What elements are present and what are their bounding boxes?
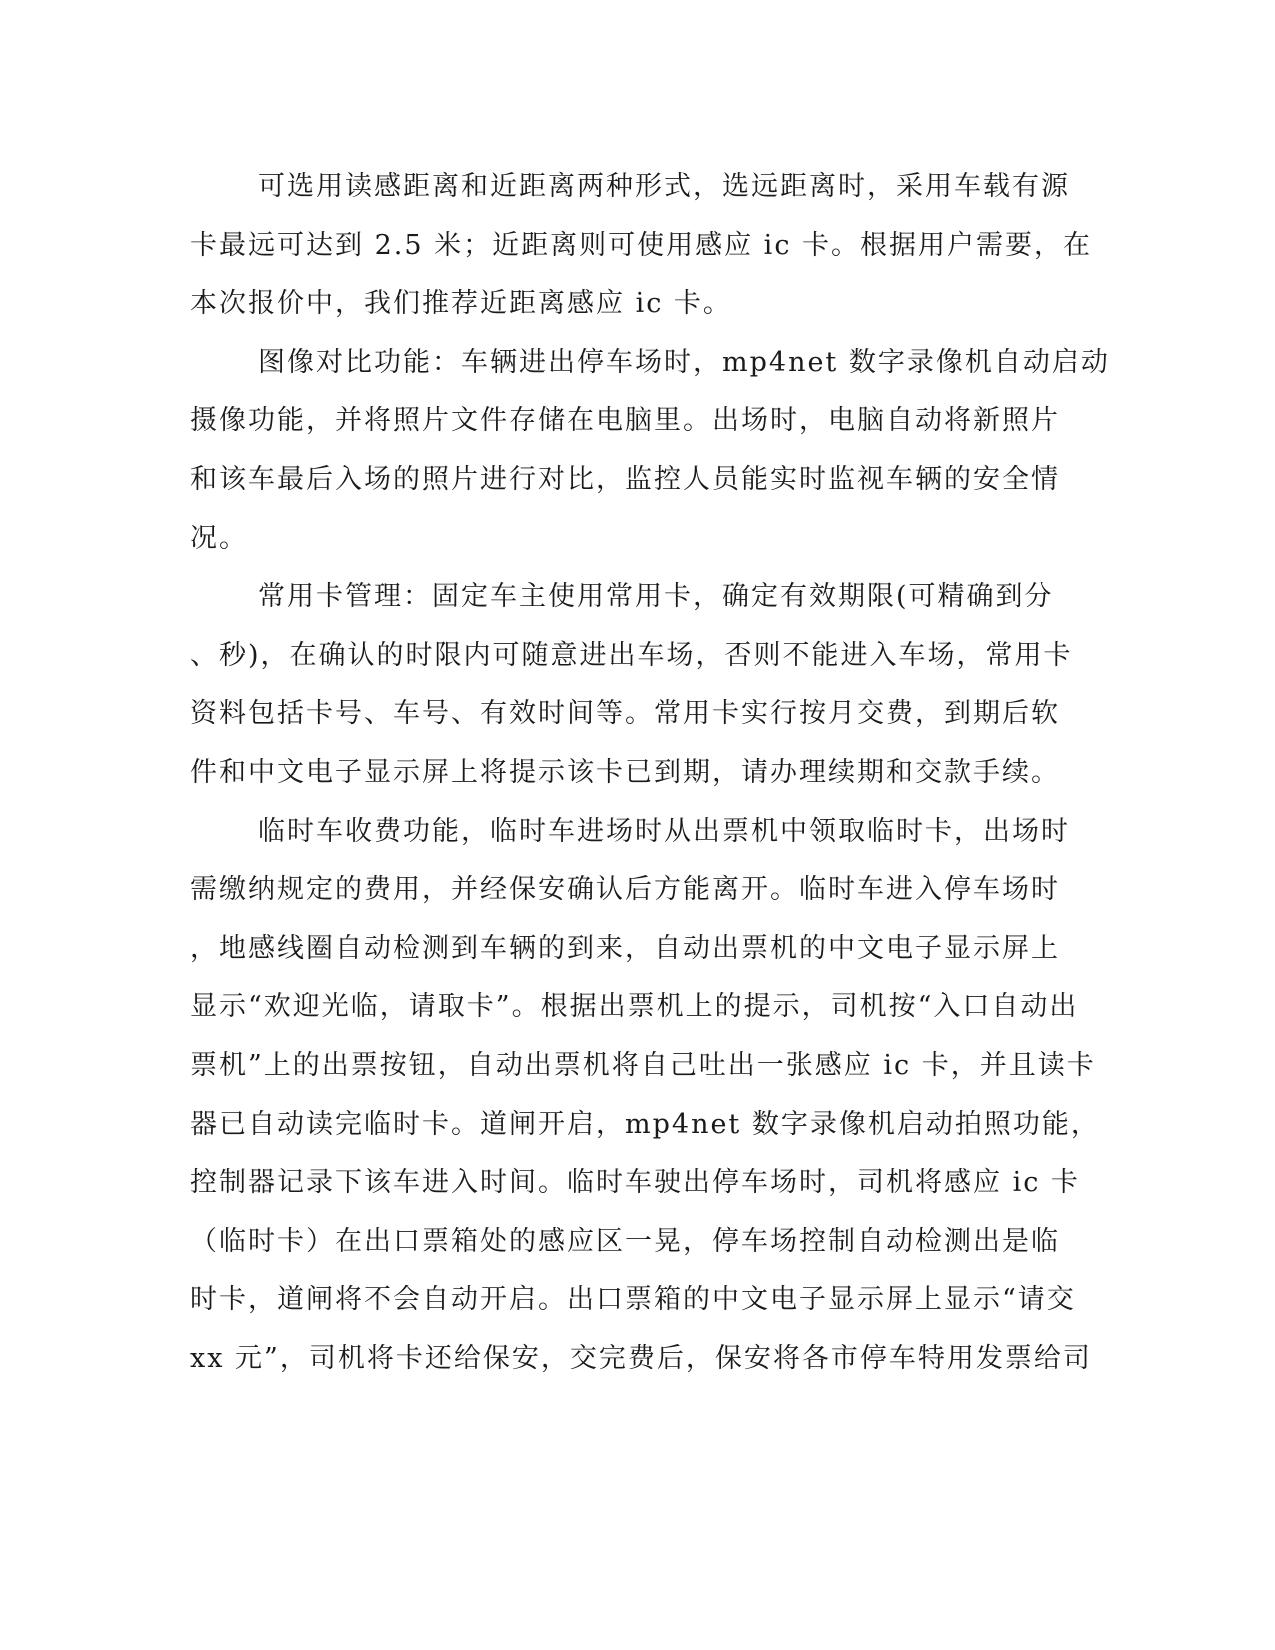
text-line: 控制器记录下该车进入时间。临时车驶出停车场时，司机将感应 ic 卡 xyxy=(190,1167,1080,1199)
text-line: 和该车最后入场的照片进行对比，监控人员能实时监视车辆的安全情 xyxy=(190,463,1060,495)
text-line: 器已自动读完临时卡。道闸开启，mp4net 数字录像机启动拍照功能， xyxy=(190,1108,1100,1140)
text-line: 临时车收费功能，临时车进场时从出票机中领取临时卡，出场时 xyxy=(258,815,1070,847)
text-line: 需缴纳规定的费用，并经保安确认后方能离开。临时车进入停车场时 xyxy=(190,874,1060,906)
text-line: 件和中文电子显示屏上将提示该卡已到期，请办理续期和交款手续。 xyxy=(190,756,1060,788)
text-line: 常用卡管理：固定车主使用常用卡，确定有效期限(可精确到分 xyxy=(258,581,1054,613)
text-line: 票机”上的出票按钮，自动出票机将自己吐出一张感应 ic 卡，并且读卡 xyxy=(190,1049,1096,1081)
body-text xyxy=(190,158,1110,1388)
text-line: 显示“欢迎光临，请取卡”。根据出票机上的提示，司机按“入口自动出 xyxy=(190,991,1079,1023)
text-line: 时卡，道闸将不会自动开启。出口票箱的中文电子显示屏上显示“请交 xyxy=(190,1284,1076,1316)
text-line: 可选用读感距离和近距离两种形式，选远距离时，采用车载有源 xyxy=(258,171,1070,202)
text-line: 、秒)，在确认的时限内可随意进出车场，否则不能进入车场，常用卡 xyxy=(190,639,1073,671)
text-line: 摄像功能，并将照片文件存储在电脑里。出场时，电脑自动将新照片 xyxy=(190,405,1060,437)
text-line: 图像对比功能：车辆进出停车场时，mp4net 数字录像机自动启动 xyxy=(258,346,1110,378)
text-line: xx 元”，司机将卡还给保安，交完费后，保安将各市停车特用发票给司 xyxy=(190,1342,1092,1374)
text-line: （临时卡）在出口票箱处的感应区一晃，停车场控制自动检测出是临 xyxy=(190,1225,1060,1257)
text-line: 本次报价中，我们推荐近距离感应 ic 卡。 xyxy=(190,288,732,320)
text-line: ，地感线圈自动检测到车辆的到来，自动出票机的中文电子显示屏上 xyxy=(190,932,1060,964)
text-line: 卡最远可达到 2.5 米；近距离则可使用感应 ic 卡。根据用户需要，在 xyxy=(190,229,1093,261)
text-line: 况。 xyxy=(190,522,248,554)
text-line: 资料包括卡号、车号、有效时间等。常用卡实行按月交费，到期后软 xyxy=(190,698,1060,730)
